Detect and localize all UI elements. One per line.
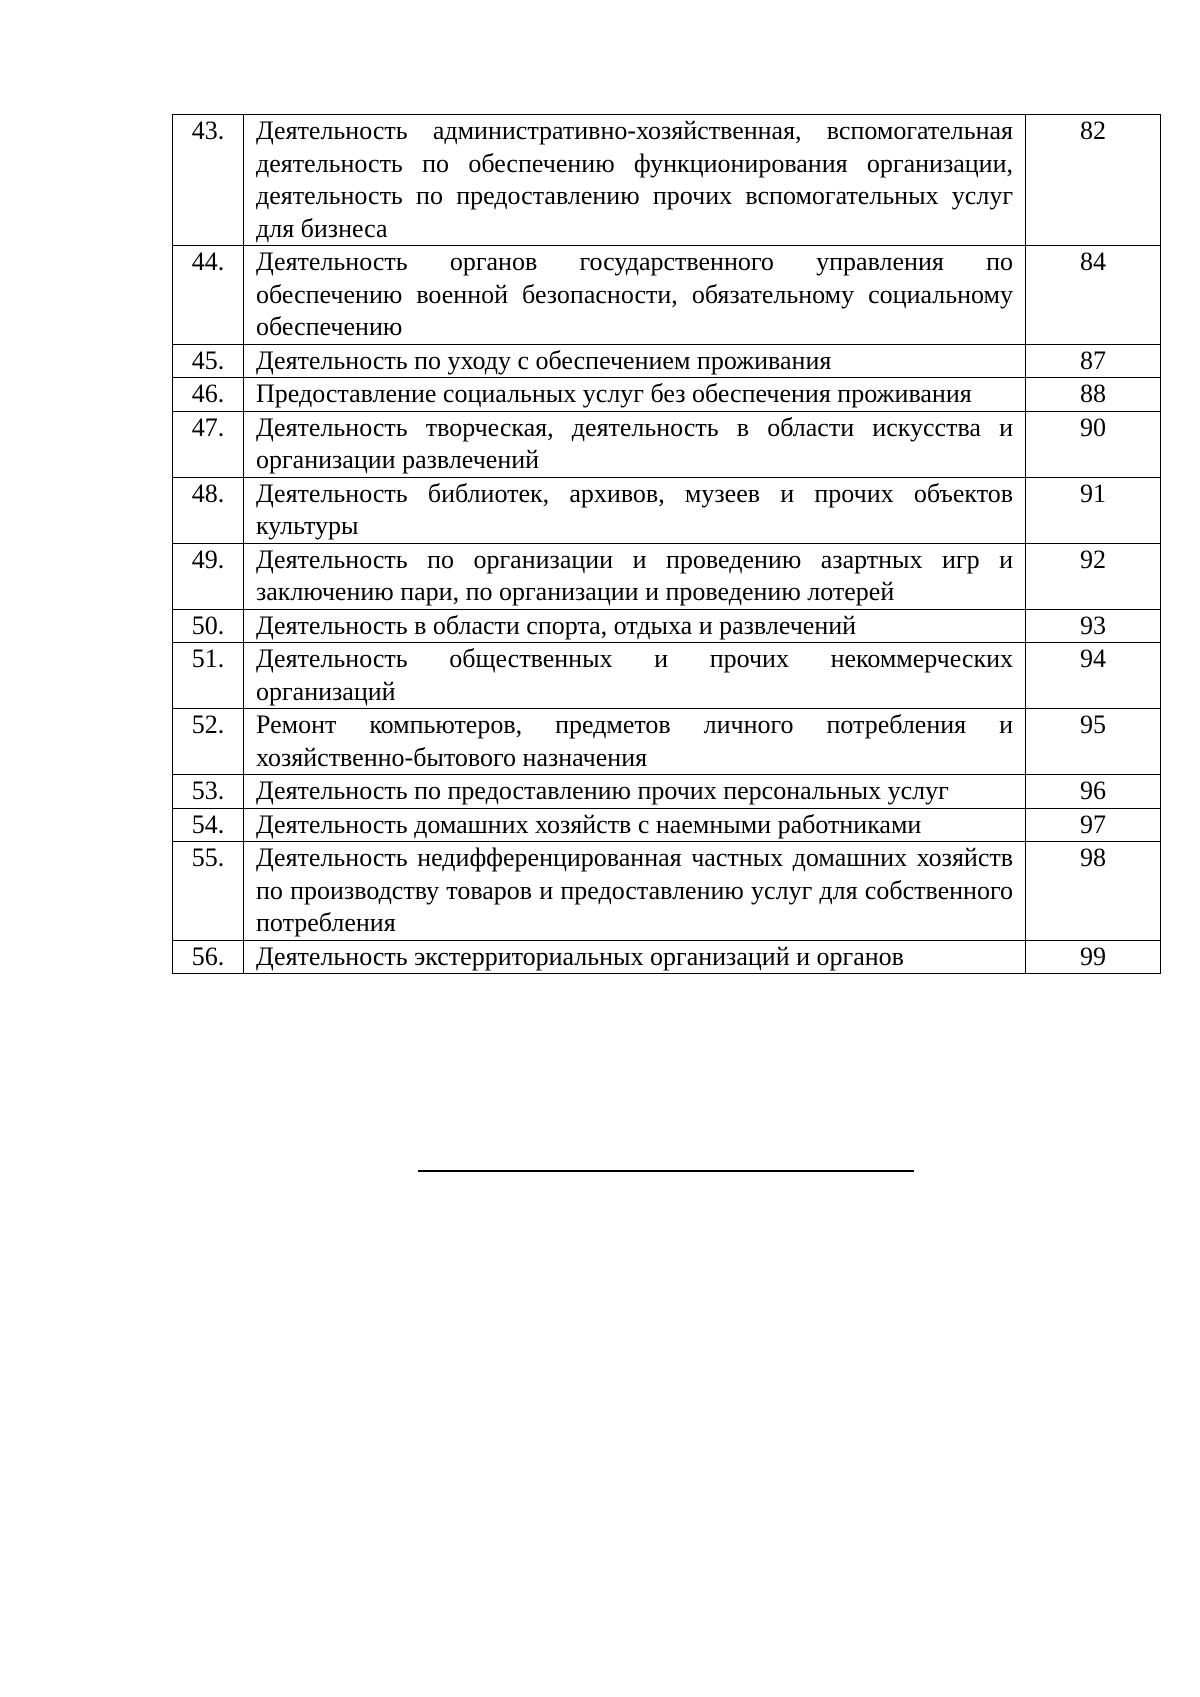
row-title: Деятельность экстерриториальных организаций и органов <box>244 940 1026 974</box>
row-title: Деятельность домашних хозяйств с наемными работниками <box>244 808 1026 842</box>
table-row <box>173 411 1161 477</box>
row-number: 52. <box>173 709 244 775</box>
row-title: Деятельность органов государственного управления по обеспечению военной безопасности, обязательному социальному обеспечению <box>244 246 1026 345</box>
row-title: Деятельность творческая, деятельность в области искусства и организации развлечений <box>244 411 1026 477</box>
row-number: 55. <box>173 842 244 941</box>
row-title: Деятельность общественных и прочих некоммерческих организаций <box>244 643 1026 709</box>
row-page-number: 82 <box>1026 115 1161 246</box>
row-number: 54. <box>173 808 244 842</box>
row-title: Деятельность в области спорта, отдыха и развлечений <box>244 609 1026 643</box>
table-row <box>173 344 1161 378</box>
row-number: 51. <box>173 643 244 709</box>
row-page-number: 88 <box>1026 378 1161 412</box>
row-number: 46. <box>173 378 244 412</box>
row-page-number: 99 <box>1026 940 1161 974</box>
row-number: 47. <box>173 411 244 477</box>
row-number: 56. <box>173 940 244 974</box>
table-row <box>173 543 1161 609</box>
row-number: 45. <box>173 344 244 378</box>
contents-table <box>172 114 1161 974</box>
row-page-number: 93 <box>1026 609 1161 643</box>
row-page-number: 98 <box>1026 842 1161 941</box>
table-row <box>173 643 1161 709</box>
table-row <box>173 477 1161 543</box>
table-row <box>173 115 1161 246</box>
row-title: Ремонт компьютеров, предметов личного потребления и хозяйственно-бытового назначения <box>244 709 1026 775</box>
row-page-number: 91 <box>1026 477 1161 543</box>
row-title: Деятельность по организации и проведению азартных игр и заключению пари, по организации и проведению лотерей <box>244 543 1026 609</box>
row-page-number: 94 <box>1026 643 1161 709</box>
row-number: 49. <box>173 543 244 609</box>
row-number: 50. <box>173 609 244 643</box>
table-row <box>173 808 1161 842</box>
closing-rule <box>418 1170 914 1172</box>
row-page-number: 92 <box>1026 543 1161 609</box>
row-title: Деятельность по предоставлению прочих персональных услуг <box>244 775 1026 809</box>
table-row <box>173 842 1161 941</box>
row-title: Предоставление социальных услуг без обеспечения проживания <box>244 378 1026 412</box>
table-row <box>173 709 1161 775</box>
row-number: 53. <box>173 775 244 809</box>
table-row <box>173 246 1161 345</box>
row-title: Деятельность недифференцированная частных домашних хозяйств по производству товаров и предоставлению услуг для собственного потребления <box>244 842 1026 941</box>
row-page-number: 97 <box>1026 808 1161 842</box>
row-page-number: 84 <box>1026 246 1161 345</box>
row-number: 48. <box>173 477 244 543</box>
row-page-number: 87 <box>1026 344 1161 378</box>
contents-table-body <box>173 115 1161 974</box>
row-number: 43. <box>173 115 244 246</box>
row-title: Деятельность библиотек, архивов, музеев и прочих объектов культуры <box>244 477 1026 543</box>
row-title: Деятельность административно-хозяйственная, вспомогательная деятельность по обеспечению функционирования организации, деятельность по предоставлению прочих вспомогательных услуг для бизнеса <box>244 115 1026 246</box>
row-page-number: 96 <box>1026 775 1161 809</box>
table-row <box>173 609 1161 643</box>
row-number: 44. <box>173 246 244 345</box>
row-page-number: 90 <box>1026 411 1161 477</box>
row-page-number: 95 <box>1026 709 1161 775</box>
table-row <box>173 940 1161 974</box>
row-title: Деятельность по уходу с обеспечением проживания <box>244 344 1026 378</box>
table-row <box>173 775 1161 809</box>
table-row <box>173 378 1161 412</box>
